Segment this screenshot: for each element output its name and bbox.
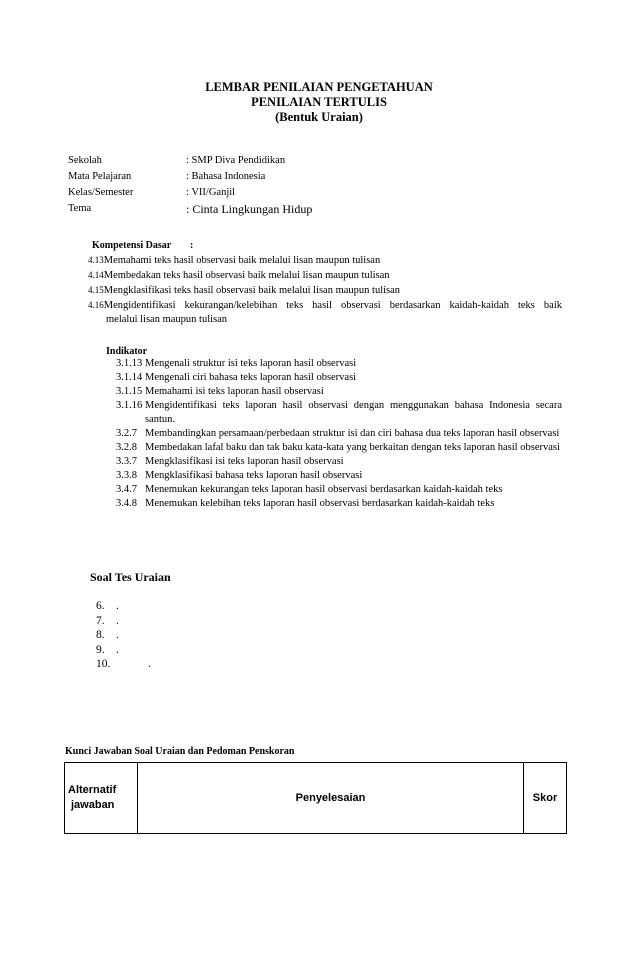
list-item bbox=[88, 298, 562, 313]
kd-text-continuation: melalui lisan maupun tulisan bbox=[106, 314, 228, 325]
info-label: Tema bbox=[68, 203, 92, 214]
kompetensi-heading-text: Kompetensi Dasar bbox=[92, 240, 172, 251]
question-text: . bbox=[148, 658, 151, 670]
info-label: Sekolah bbox=[68, 155, 102, 166]
kd-number: 4.16 bbox=[88, 300, 104, 310]
question-text: . bbox=[116, 614, 119, 627]
info-value: : Bahasa Indonesia bbox=[186, 171, 266, 182]
question-text: . bbox=[116, 600, 119, 612]
indicator-number: 3.1.14 bbox=[116, 372, 143, 383]
header-skor: Skor bbox=[524, 763, 567, 834]
header-alternatif-line1: Alternatif bbox=[68, 784, 117, 796]
question-number: 6. bbox=[96, 600, 105, 612]
indikator-heading: Indikator bbox=[106, 346, 148, 357]
question-number: 10. bbox=[96, 658, 111, 670]
list-item bbox=[116, 441, 562, 455]
indicator-number: 3.3.8 bbox=[116, 470, 137, 481]
indicator-text: Mengklasifikasi isi teks laporan hasil observasi bbox=[145, 456, 344, 467]
title-line-1: LEMBAR PENILAIAN PENGETAHUAN bbox=[205, 80, 433, 94]
info-value: : SMP Diva Pendidikan bbox=[186, 155, 286, 166]
kd-text: Mengidentifikasi kekurangan/kelebihan teks hasil observasi berdasarkan kaidah-kaidah teks baik bbox=[103, 300, 562, 311]
soal-heading: Soal Tes Uraian bbox=[90, 570, 171, 584]
list-item bbox=[116, 469, 562, 483]
indicator-text: Mengenali ciri bahasa teks laporan hasil observasi bbox=[145, 372, 357, 383]
info-label: Mata Pelajaran bbox=[68, 171, 132, 182]
list-item bbox=[116, 427, 562, 441]
indicator-number: 3.1.13 bbox=[116, 358, 143, 369]
list-item bbox=[116, 455, 562, 469]
kd-number: 4.13 bbox=[88, 255, 104, 265]
indicator-number: 3.2.8 bbox=[116, 442, 137, 453]
indicator-text: Mengidentifikasi teks laporan hasil observasi dengan menggunakan bahasa Indonesia secara santun. bbox=[145, 400, 562, 425]
kunci-heading: Kunci Jawaban Soal Uraian dan Pedoman Penskoran bbox=[65, 746, 295, 757]
indicator-text: Mengklasifikasi bahasa teks laporan hasil observasi bbox=[145, 470, 363, 481]
indicator-text: Membandingkan persamaan/perbedaan struktur isi dan ciri bahasa dua teks laporan hasil observasi bbox=[145, 428, 560, 439]
kompetensi-colon: : bbox=[190, 240, 194, 251]
document-title bbox=[0, 80, 638, 125]
question-text: . bbox=[116, 629, 119, 641]
info-value: : Cinta Lingkungan Hidup bbox=[186, 202, 313, 216]
kompetensi-heading bbox=[92, 239, 194, 253]
title-line-3: (Bentuk Uraian) bbox=[275, 110, 363, 124]
list-item bbox=[116, 357, 562, 371]
kd-text: Membedakan teks hasil observasi baik melalui lisan maupun tulisan bbox=[103, 270, 390, 281]
table-header-row bbox=[65, 763, 567, 834]
scoring-table bbox=[64, 762, 567, 834]
list-item bbox=[88, 268, 562, 283]
indicator-text: Mengenali struktur isi teks laporan hasil observasi bbox=[145, 358, 357, 369]
indicator-text: Membedakan lafal baku dan tak baku kata-kata yang berkaitan dengan teks laporan hasil observasi bbox=[145, 442, 560, 453]
list-item bbox=[116, 371, 562, 385]
info-label: Kelas/Semester bbox=[68, 187, 134, 198]
question-number: 8. bbox=[96, 629, 105, 641]
kompetensi-list bbox=[88, 253, 562, 327]
kd-number: 4.15 bbox=[88, 285, 104, 295]
header-penyelesaian: Penyelesaian bbox=[138, 763, 524, 834]
header-alternatif bbox=[65, 763, 138, 834]
list-item bbox=[116, 497, 562, 511]
info-value: : VII/Ganjil bbox=[186, 187, 236, 198]
list-item bbox=[116, 483, 562, 497]
list-item bbox=[116, 385, 562, 399]
kd-number: 4.14 bbox=[88, 270, 104, 280]
indicator-number: 3.1.15 bbox=[116, 386, 143, 397]
indicator-text: Menemukan kekurangan teks laporan hasil observasi berdasarkan kaidah-kaidah teks bbox=[145, 484, 503, 495]
question-text: . bbox=[116, 643, 119, 656]
indicator-text: Memahami isi teks laporan hasil observasi bbox=[145, 386, 324, 397]
indikator-list bbox=[116, 357, 562, 511]
indicator-number: 3.3.7 bbox=[116, 456, 137, 467]
list-item bbox=[88, 253, 562, 268]
question-number: 9. bbox=[96, 643, 105, 656]
header-alternatif-line2: jawaban bbox=[71, 799, 115, 811]
question-number: 7. bbox=[96, 614, 105, 627]
indicator-number: 3.4.7 bbox=[116, 484, 137, 495]
list-item bbox=[116, 399, 562, 427]
indicator-number: 3.4.8 bbox=[116, 498, 137, 509]
kd-text: Mengklasifikasi teks hasil observasi baik melalui lisan maupun tulisan bbox=[103, 285, 401, 296]
kd-text: Memahami teks hasil observasi baik melalui lisan maupun tulisan bbox=[103, 255, 381, 266]
title-line-2: PENILAIAN TERTULIS bbox=[251, 95, 387, 109]
list-item-continuation bbox=[88, 313, 562, 327]
indicator-number: 3.1.16 bbox=[116, 400, 143, 411]
indicator-text: Menemukan kelebihan teks laporan hasil observasi berdasarkan kaidah-kaidah teks bbox=[145, 498, 495, 509]
list-item bbox=[88, 283, 562, 298]
indicator-number: 3.2.7 bbox=[116, 428, 137, 439]
